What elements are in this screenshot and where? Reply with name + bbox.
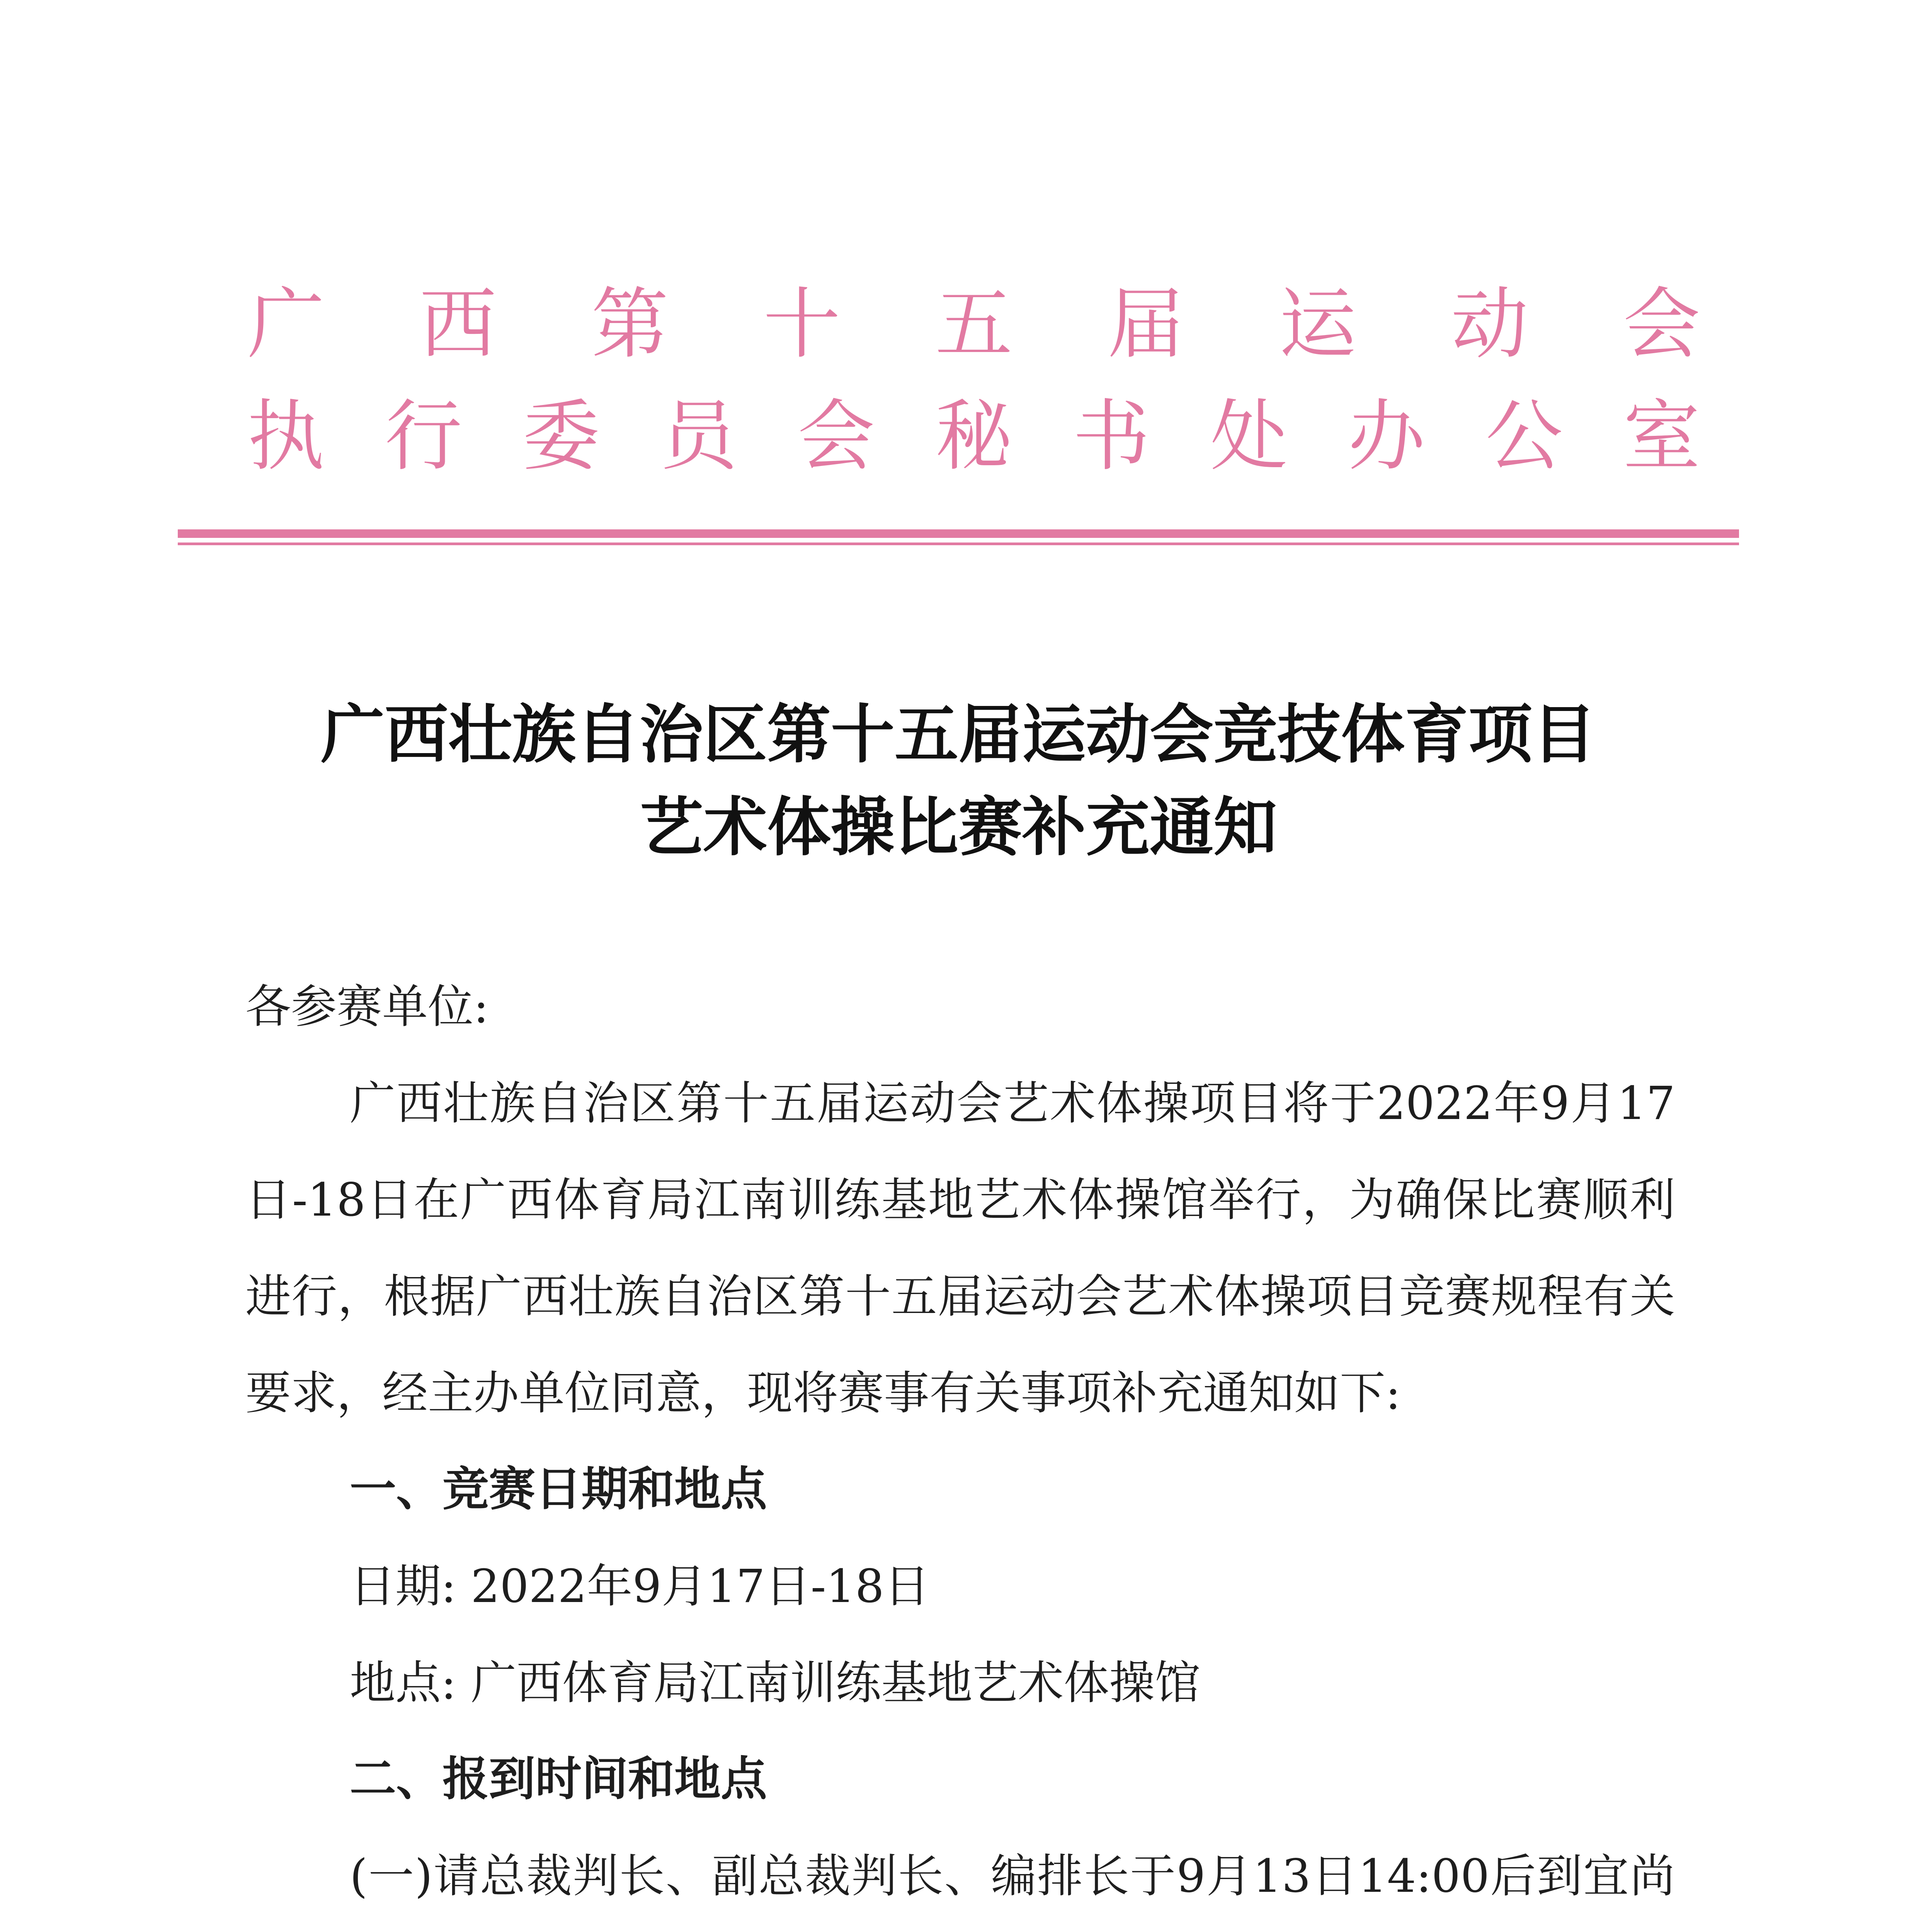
letterhead-line-2: 执 行 委 员 会 秘 书 处 办 公 室	[247, 391, 1700, 481]
section-1-heading: 一、竞赛日期和地点	[350, 1463, 767, 1516]
letterhead-rule-thick	[178, 529, 1739, 538]
competition-date: 日期: 2022年9月17日-18日	[350, 1560, 930, 1613]
document-body	[245, 958, 1675, 1932]
salutation: 各参赛单位:	[245, 980, 489, 1033]
document-title-line-2: 艺术体操比赛补充通知	[640, 789, 1277, 864]
section-2-heading: 二、报到时间和地点	[350, 1752, 767, 1806]
letterhead-line-1: 广 西 第 十 五 届 运 动 会	[247, 279, 1700, 369]
document-title-line-1: 广西壮族自治区第十五届运动会竞技体育项目	[321, 697, 1596, 772]
letterhead-rule-thin	[178, 543, 1739, 545]
intro-paragraph: 广西壮族自治区第十五届运动会艺术体操项目将于2022年9月17日-18日在广西体育局江南训练基地艺术体操馆举行，为确保比赛顺利进行，根据广西壮族自治区第十五届运动会艺术体操项目竞赛规程有关要求，经主办单位同意，现将赛事有关事项补充通知如下:	[245, 1077, 1675, 1420]
competition-venue: 地点: 广西体育局江南训练基地艺术体操馆	[350, 1656, 1201, 1709]
registration-item-1: (一)请总裁判长、副总裁判长、编排长于9月13日14:00后到宜尚	[350, 1849, 1675, 1903]
